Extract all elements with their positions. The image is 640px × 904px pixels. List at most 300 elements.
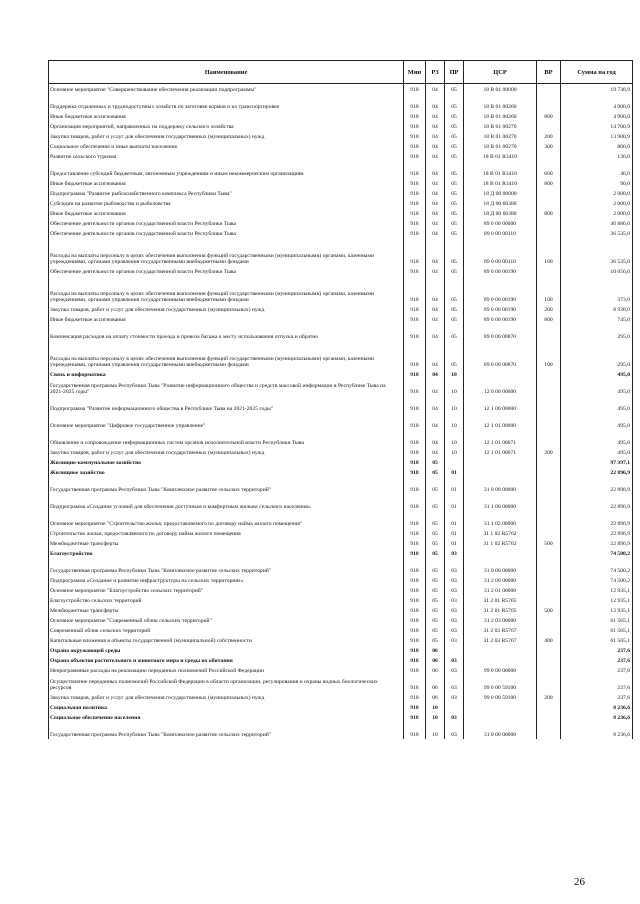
row-csr: 31 2 03 R5767	[464, 635, 537, 645]
row-name: Организация мероприятий, направленных на поддержку сельского хозяйства	[49, 121, 404, 131]
row-vr	[537, 585, 561, 595]
row-pr: 10	[445, 413, 464, 430]
page-number: 26	[574, 876, 585, 888]
row-sum: 745,0	[561, 314, 633, 324]
row-csr: 18 Д 00 60380	[464, 198, 537, 208]
table-row	[49, 84, 633, 94]
table-row	[49, 121, 633, 131]
row-sum: 237,6	[561, 675, 633, 692]
table-row	[49, 314, 633, 324]
row-sum: 495,0	[561, 430, 633, 447]
table-row	[49, 430, 633, 447]
row-name: Жилищно-коммунальное хозяйство	[49, 457, 404, 467]
row-csr: 18 В 01 00260	[464, 94, 537, 111]
row-pr: 03	[445, 605, 464, 615]
row-pr: 10	[445, 447, 464, 457]
row-csr: 18 В 01 00260	[464, 111, 537, 121]
table-row	[49, 702, 633, 712]
row-name: Закупка товаров, работ и услуг для обеспечения государственных (муниципальных) нужд	[49, 692, 404, 702]
row-rz: 05	[426, 595, 445, 605]
row-min: 918	[404, 314, 426, 324]
row-min: 918	[404, 266, 426, 276]
row-rz: 05	[426, 585, 445, 595]
row-name: Охрана объектов растительного и животного мира и среды их обитания	[49, 655, 404, 665]
row-rz: 04	[426, 238, 445, 266]
table-row	[49, 341, 633, 369]
row-name: Предоставление субсидий бюджетным, автономным учреждениям и иным некоммерческим организациям	[49, 161, 404, 178]
row-pr: 05	[445, 151, 464, 161]
table-row	[49, 396, 633, 413]
table-row	[49, 276, 633, 304]
row-rz: 04	[426, 121, 445, 131]
row-csr: 12 1 00 00000	[464, 396, 537, 413]
row-pr: 03	[445, 665, 464, 675]
row-rz: 10	[426, 712, 445, 722]
row-csr: 31 1 02 R5762	[464, 528, 537, 538]
row-rz: 05	[426, 494, 445, 511]
table-row	[49, 111, 633, 121]
row-sum: 8 938,0	[561, 304, 633, 314]
row-vr	[537, 218, 561, 228]
row-rz: 04	[426, 396, 445, 413]
row-name: Государственная программа Республики Тыва "Развитие информационного общества и средств массовой информации в Республике Тыва на 2021-2025 годы"	[49, 379, 404, 396]
row-sum: 8 236,6	[561, 722, 633, 739]
row-pr: 05	[445, 304, 464, 314]
row-rz: 04	[426, 178, 445, 188]
row-name: Государственная программа Республики Тыва "Комплексное развитие сельских территорий"	[49, 477, 404, 494]
row-pr: 10	[445, 396, 464, 413]
row-pr: 03	[445, 635, 464, 645]
row-rz: 04	[426, 369, 445, 379]
row-rz: 06	[426, 692, 445, 702]
row-name: Расходы на выплаты персоналу в целях обеспечения выполнения функций государственными (муниципальными) органами, казенными учреждениями, органами управления государственными внебюджетными фондами	[49, 341, 404, 369]
row-min: 918	[404, 228, 426, 238]
row-name: Связь и информатика	[49, 369, 404, 379]
table-row	[49, 645, 633, 655]
row-sum: 22 896,9	[561, 538, 633, 548]
row-csr	[464, 467, 537, 477]
table-row	[49, 228, 633, 238]
row-min: 918	[404, 675, 426, 692]
row-pr: 10	[445, 379, 464, 396]
row-vr	[537, 396, 561, 413]
row-min: 918	[404, 141, 426, 151]
row-vr: 100	[537, 238, 561, 266]
row-pr: 03	[445, 712, 464, 722]
row-csr: 18 Д 00 60380	[464, 208, 537, 218]
row-vr	[537, 151, 561, 161]
row-vr	[537, 413, 561, 430]
row-min: 918	[404, 477, 426, 494]
row-name: Социальная политика	[49, 702, 404, 712]
row-name: Социальное обеспечение и иные выплаты населению	[49, 141, 404, 151]
row-sum: 495,0	[561, 413, 633, 430]
row-sum: 8 236,6	[561, 712, 633, 722]
row-csr: 31 0 00 00000	[464, 477, 537, 494]
row-min: 918	[404, 238, 426, 266]
row-min: 918	[404, 413, 426, 430]
row-csr: 89 0 00 00870	[464, 341, 537, 369]
row-name: Закупка товаров, работ и услуг для обеспечения государственных (муниципальных) нужд	[49, 131, 404, 141]
table-row	[49, 585, 633, 595]
row-pr: 05	[445, 324, 464, 341]
table-row	[49, 712, 633, 722]
row-sum: 12 935,1	[561, 595, 633, 605]
row-pr: 05	[445, 131, 464, 141]
row-name: Межбюджетные трансферты	[49, 605, 404, 615]
table-row	[49, 457, 633, 467]
row-vr	[537, 430, 561, 447]
row-min: 918	[404, 178, 426, 188]
table-row	[49, 94, 633, 111]
row-rz: 04	[426, 413, 445, 430]
row-sum: 61 565,1	[561, 625, 633, 635]
row-pr: 05	[445, 161, 464, 178]
row-sum: 800,0	[561, 141, 633, 151]
row-pr: 10	[445, 430, 464, 447]
row-vr: 800	[537, 111, 561, 121]
table-row	[49, 655, 633, 665]
row-csr: 99 0 00 59100	[464, 692, 537, 702]
row-pr: 05	[445, 84, 464, 94]
row-name: Подпрограмма «Создание условий для обеспечения доступным и комфортным жильем сельского населения»	[49, 494, 404, 511]
row-rz: 05	[426, 625, 445, 635]
row-name: Современный облик сельских территорий	[49, 625, 404, 635]
row-name: Компенсация расходов на оплату стоимости проезда и провоза багажа к месту использования отпуска и обратно	[49, 324, 404, 341]
table-row	[49, 304, 633, 314]
row-vr: 200	[537, 447, 561, 457]
row-min: 918	[404, 605, 426, 615]
table-row	[49, 625, 633, 635]
row-min: 918	[404, 218, 426, 228]
row-rz: 05	[426, 528, 445, 538]
row-csr	[464, 712, 537, 722]
table-row	[49, 575, 633, 585]
row-rz: 06	[426, 675, 445, 692]
row-rz: 04	[426, 314, 445, 324]
row-rz: 04	[426, 111, 445, 121]
row-vr: 200	[537, 131, 561, 141]
table-row	[49, 198, 633, 208]
row-sum: 46 886,0	[561, 218, 633, 228]
row-pr: 10	[445, 369, 464, 379]
row-min: 918	[404, 712, 426, 722]
row-vr: 200	[537, 692, 561, 702]
row-pr: 05	[445, 228, 464, 238]
row-pr: 05	[445, 276, 464, 304]
table-row	[49, 151, 633, 161]
row-name: Иные бюджетные ассигнования	[49, 314, 404, 324]
row-vr	[537, 722, 561, 739]
row-sum: 237,6	[561, 665, 633, 675]
row-csr: 89 0 00 00870	[464, 324, 537, 341]
row-rz: 04	[426, 141, 445, 151]
row-pr: 05	[445, 94, 464, 111]
row-sum: 2 000,0	[561, 208, 633, 218]
row-pr: 01	[445, 477, 464, 494]
table-row	[49, 467, 633, 477]
row-name: Благоустройство	[49, 548, 404, 558]
row-pr: 03	[445, 575, 464, 585]
row-vr	[537, 477, 561, 494]
table-row	[49, 595, 633, 605]
row-vr	[537, 712, 561, 722]
row-pr: 03	[445, 558, 464, 575]
table-row	[49, 141, 633, 151]
row-rz: 04	[426, 228, 445, 238]
row-csr: 31 0 00 00000	[464, 722, 537, 739]
header-name: Наименование	[49, 61, 404, 84]
row-min: 918	[404, 324, 426, 341]
row-rz: 04	[426, 324, 445, 341]
row-min: 918	[404, 121, 426, 131]
row-csr: 12 1 01 00000	[464, 413, 537, 430]
row-vr: 500	[537, 538, 561, 548]
table-row	[49, 131, 633, 141]
header-pr: ПР	[445, 61, 464, 84]
row-min: 918	[404, 575, 426, 585]
row-name: Государственная программа Республики Тыва "Комплексное развитие сельских территорий"	[49, 558, 404, 575]
row-name: Обновление и сопровождение информационных систем органов исполнительной власти Республики Тыва	[49, 430, 404, 447]
row-min: 918	[404, 615, 426, 625]
row-min: 918	[404, 94, 426, 111]
table-row	[49, 605, 633, 615]
row-csr: 18 Д 00 00000	[464, 188, 537, 198]
row-name: Государственная программа Республики Тыва "Комплексное развитие сельских территорий"	[49, 722, 404, 739]
row-min: 918	[404, 341, 426, 369]
row-vr	[537, 595, 561, 605]
row-min: 918	[404, 645, 426, 655]
row-name: Основное мероприятие "Строительство жилья, предоставляемого по договору найма жилого помещения"	[49, 511, 404, 528]
row-min: 918	[404, 276, 426, 304]
row-min: 918	[404, 208, 426, 218]
row-min: 918	[404, 151, 426, 161]
row-pr: 05	[445, 208, 464, 218]
row-vr	[537, 575, 561, 585]
row-rz: 04	[426, 266, 445, 276]
row-vr	[537, 625, 561, 635]
row-min: 918	[404, 467, 426, 477]
row-rz: 04	[426, 161, 445, 178]
row-rz: 06	[426, 645, 445, 655]
row-pr: 03	[445, 722, 464, 739]
row-pr: 03	[445, 692, 464, 702]
row-name: Субсидии на развитие рыбоводства и рыболовства	[49, 198, 404, 208]
table-body	[49, 84, 633, 739]
row-vr	[537, 511, 561, 528]
row-vr	[537, 548, 561, 558]
row-name: Благоустройство сельских территорий	[49, 595, 404, 605]
row-vr	[537, 379, 561, 396]
row-csr	[464, 702, 537, 712]
row-rz: 10	[426, 702, 445, 712]
row-sum: 22 896,9	[561, 528, 633, 538]
row-csr: 31 2 01 00000	[464, 585, 537, 595]
row-sum: 74 500,2	[561, 575, 633, 585]
row-vr	[537, 655, 561, 665]
row-sum: 12 935,1	[561, 585, 633, 595]
row-csr: 89 0 00 00110	[464, 238, 537, 266]
row-vr	[537, 369, 561, 379]
row-pr: 03	[445, 675, 464, 692]
row-vr	[537, 457, 561, 467]
row-csr: 31 1 00 00000	[464, 494, 537, 511]
row-sum: 237,6	[561, 692, 633, 702]
row-rz: 04	[426, 188, 445, 198]
row-name: Основное мероприятие "Современный облик сельских территорий"	[49, 615, 404, 625]
row-vr	[537, 84, 561, 94]
row-min: 918	[404, 131, 426, 141]
row-sum: 295,0	[561, 341, 633, 369]
row-csr: 89 0 00 00190	[464, 314, 537, 324]
row-vr: 800	[537, 178, 561, 188]
row-vr	[537, 528, 561, 538]
row-csr: 89 0 00 00190	[464, 304, 537, 314]
row-min: 918	[404, 111, 426, 121]
row-pr: 05	[445, 198, 464, 208]
row-name: Жилищное хозяйство	[49, 467, 404, 477]
row-csr	[464, 548, 537, 558]
row-sum: 4 900,0	[561, 94, 633, 111]
row-csr: 18 В 01 00000	[464, 84, 537, 94]
table-row	[49, 548, 633, 558]
row-min: 918	[404, 635, 426, 645]
row-vr	[537, 558, 561, 575]
row-min: 918	[404, 447, 426, 457]
row-name: Расходы на выплаты персоналу в целях обеспечения выполнения функций государственными (муниципальными) органами, казенными учреждениями, органами управления государственными внебюджетными фондами	[49, 238, 404, 266]
row-rz: 04	[426, 276, 445, 304]
row-min: 918	[404, 84, 426, 94]
row-csr: 31 1 02 00000	[464, 511, 537, 528]
row-pr	[445, 645, 464, 655]
table-row	[49, 675, 633, 692]
row-csr: 31 2 03 R5767	[464, 625, 537, 635]
row-rz: 10	[426, 722, 445, 739]
table-row	[49, 379, 633, 396]
row-vr	[537, 121, 561, 131]
row-min: 918	[404, 511, 426, 528]
table-row	[49, 538, 633, 548]
table-row	[49, 447, 633, 457]
table-row	[49, 511, 633, 528]
row-vr: 300	[537, 141, 561, 151]
row-csr: 18 В 01 00270	[464, 131, 537, 141]
row-csr: 12 1 01 00071	[464, 430, 537, 447]
row-vr: 800	[537, 208, 561, 218]
row-vr	[537, 228, 561, 238]
row-csr: 18 В 01 R3410	[464, 151, 537, 161]
row-min: 918	[404, 665, 426, 675]
row-min: 918	[404, 702, 426, 712]
row-name: Осуществление переданных полномочий Российской Федерации в области организации, регулирования и охраны водных биологических ресурсов	[49, 675, 404, 692]
table-row	[49, 494, 633, 511]
row-sum: 2 000,0	[561, 198, 633, 208]
row-pr: 05	[445, 141, 464, 151]
row-min: 918	[404, 558, 426, 575]
row-sum: 61 565,1	[561, 615, 633, 625]
table-row	[49, 161, 633, 178]
row-rz: 04	[426, 208, 445, 218]
row-rz: 06	[426, 655, 445, 665]
row-sum: 74 500,2	[561, 548, 633, 558]
row-rz: 04	[426, 131, 445, 141]
row-sum: 36 535,0	[561, 238, 633, 266]
table-row	[49, 558, 633, 575]
row-vr	[537, 665, 561, 675]
row-vr	[537, 324, 561, 341]
row-min: 918	[404, 188, 426, 198]
row-vr: 200	[537, 304, 561, 314]
row-sum: 22 896,9	[561, 511, 633, 528]
row-pr: 01	[445, 467, 464, 477]
row-rz: 04	[426, 94, 445, 111]
row-name: Строительство жилья, предоставляемого по договору найма жилого помещения	[49, 528, 404, 538]
row-pr: 03	[445, 625, 464, 635]
row-pr: 03	[445, 585, 464, 595]
row-pr: 01	[445, 494, 464, 511]
row-sum: 373,0	[561, 276, 633, 304]
row-min: 918	[404, 494, 426, 511]
row-min: 918	[404, 548, 426, 558]
row-rz: 04	[426, 379, 445, 396]
row-name: Обеспечение деятельности органов государственной власти Республики Тыва	[49, 266, 404, 276]
row-rz: 04	[426, 447, 445, 457]
row-csr: 31 2 01 R5765	[464, 595, 537, 605]
header-sum: Сумма на год	[561, 61, 633, 84]
row-csr: 89 0 00 00190	[464, 266, 537, 276]
row-rz: 05	[426, 605, 445, 615]
row-name: Развитие сельского туризма	[49, 151, 404, 161]
row-csr: 18 В 01 R3410	[464, 178, 537, 188]
table-row	[49, 635, 633, 645]
row-name: Обеспечение деятельности органов государственной власти Республики Тыва	[49, 228, 404, 238]
row-pr: 05	[445, 341, 464, 369]
table-row	[49, 208, 633, 218]
row-csr	[464, 457, 537, 467]
row-rz: 05	[426, 457, 445, 467]
row-csr: 18 В 01 R3410	[464, 161, 537, 178]
row-min: 918	[404, 538, 426, 548]
row-min: 918	[404, 528, 426, 538]
row-pr: 03	[445, 615, 464, 625]
row-sum: 295,0	[561, 324, 633, 341]
row-rz: 05	[426, 511, 445, 528]
row-sum: 14 700,9	[561, 121, 633, 131]
row-sum: 46,0	[561, 161, 633, 178]
row-vr	[537, 188, 561, 198]
row-name: Иные бюджетные ассигнования	[49, 208, 404, 218]
row-min: 918	[404, 161, 426, 178]
row-vr: 100	[537, 341, 561, 369]
row-pr: 01	[445, 538, 464, 548]
row-sum: 136,0	[561, 151, 633, 161]
header-vr: ВР	[537, 61, 561, 84]
row-name: Социальное обеспечение населения	[49, 712, 404, 722]
row-name: Подпрограмма «Создание и развитие инфраструктуры на сельских территориях»	[49, 575, 404, 585]
table-row	[49, 692, 633, 702]
row-min: 918	[404, 369, 426, 379]
table-row	[49, 178, 633, 188]
row-name: Непрограммные расходы на реализацию переданных полномочий Российской Федерации	[49, 665, 404, 675]
row-vr: 800	[537, 314, 561, 324]
row-name: Межбюджетные трансферты	[49, 538, 404, 548]
row-rz: 05	[426, 575, 445, 585]
table-header-row	[49, 61, 633, 84]
row-csr: 31 2 01 R5765	[464, 605, 537, 615]
row-csr: 18 В 01 00270	[464, 121, 537, 131]
row-csr	[464, 655, 537, 665]
row-sum: 22 896,9	[561, 477, 633, 494]
